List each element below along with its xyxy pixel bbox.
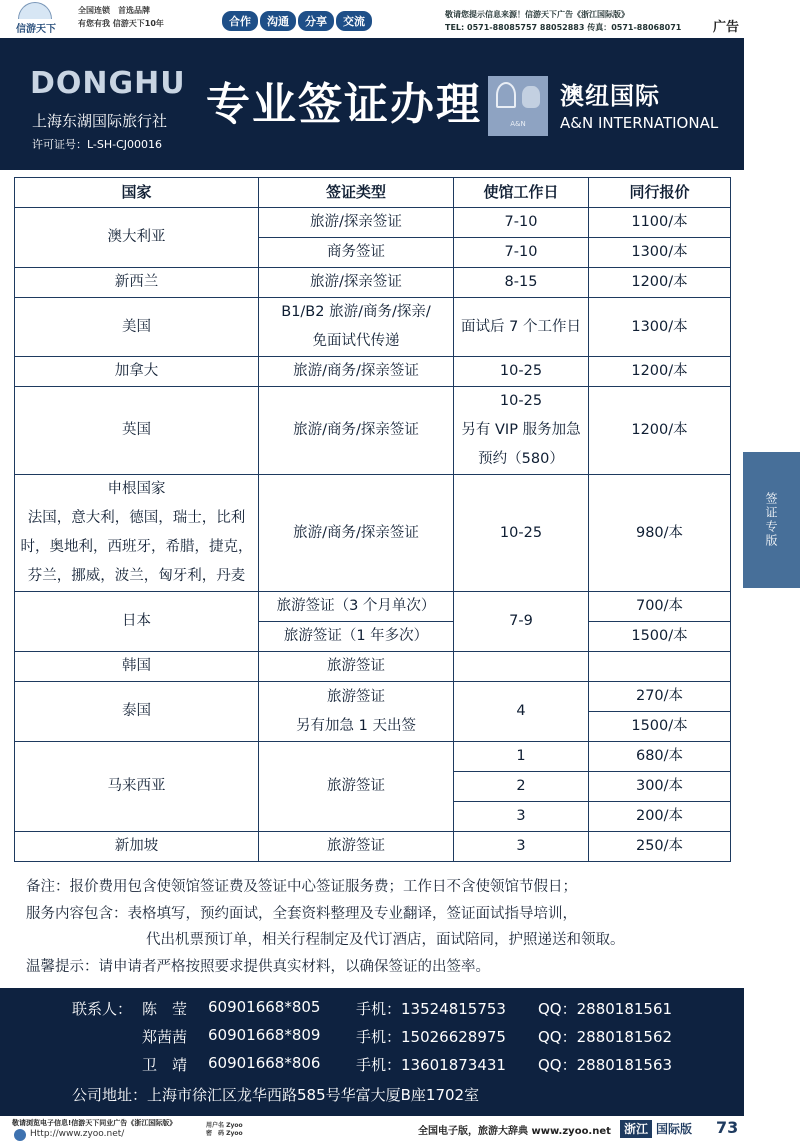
contact-tel: 60901668*805 — [208, 998, 321, 1016]
table-row — [15, 298, 731, 357]
globe-icon — [14, 1129, 26, 1141]
country-cell: 新加坡 — [15, 832, 259, 862]
ad-contact-info — [445, 8, 681, 34]
contact-mobile: 手机：15026628975 — [356, 1028, 506, 1046]
agency-name: 上海东湖国际旅行社 — [32, 112, 168, 130]
note-remarks: 备注：报价费用包含使领馆签证费及签证中心签证服务费；工作日不含使领馆节假日； — [26, 879, 577, 895]
sunrise-icon — [18, 2, 52, 19]
header-visa-type: 签证类型 — [259, 178, 454, 208]
visa-type-cell: 旅游签证 — [259, 652, 454, 682]
contact-tel: 60901668*806 — [208, 1054, 321, 1072]
price-cell: 980/本 — [589, 475, 731, 592]
workdays-cell: 4 — [454, 682, 589, 742]
note-services: 服务内容包含：表格填写，预约面试，全套资料整理及专业翻译，签证面试指导培训， — [26, 905, 577, 922]
table-row — [15, 268, 731, 298]
visa-type-cell: 旅游签证（1 年多次） — [259, 622, 454, 652]
price-cell: 1200/本 — [589, 387, 731, 475]
price-cell: 1100/本 — [589, 208, 731, 238]
visa-type-cell: 旅游签证 — [259, 832, 454, 862]
workdays-line: 另有 VIP 服务加急 — [461, 422, 581, 438]
note-reminder: 温馨提示：请申请者严格按照要求提供真实材料，以确保签证的出签率。 — [26, 958, 490, 975]
source-notice: 敬请您提示信息来源！信游天下广告《浙江国际版》 — [445, 10, 629, 19]
slogan-line-2: 有您有我 信游天下10年 — [78, 19, 164, 28]
contact-name: 郑茜茜 — [142, 1028, 188, 1046]
visa-type-cell: 旅游/探亲签证 — [259, 268, 454, 298]
visa-section-tab — [743, 452, 800, 588]
country-cell: 马来西亚 — [15, 742, 259, 832]
side-tab-label: 签证专版 — [764, 492, 778, 548]
visa-type-line: 旅游签证 — [327, 688, 385, 705]
contact-row — [0, 1026, 744, 1048]
page-number: 73 — [716, 1118, 739, 1137]
country-cell: 日本 — [15, 592, 259, 652]
workdays-cell: 2 — [454, 772, 589, 802]
company-address: 公司地址：上海市徐汇区龙华西路585号华富大厦B座1702室 — [72, 1086, 480, 1104]
table-row — [15, 475, 731, 592]
contact-name: 陈 莹 — [142, 1000, 188, 1018]
workdays-cell: 1 — [454, 742, 589, 772]
price-cell: 700/本 — [589, 592, 731, 622]
header-banner — [0, 38, 744, 170]
workdays-cell: 10-25 — [454, 475, 589, 592]
contact-mobile: 手机：13524815753 — [356, 1000, 506, 1018]
visa-type-cell — [259, 682, 454, 742]
table-row — [15, 592, 731, 622]
edition-label: 国际版 — [656, 1122, 693, 1136]
an-logo-caption: A&N — [510, 120, 526, 128]
country-line: 申根国家 — [107, 481, 166, 497]
country-cell — [15, 475, 259, 592]
country-cell: 加拿大 — [15, 357, 259, 387]
contact-tel: 60901668*809 — [208, 1026, 321, 1044]
header-workdays: 使馆工作日 — [454, 178, 589, 208]
price-cell: 1300/本 — [589, 238, 731, 268]
contact-qq: QQ：2880181561 — [538, 1000, 673, 1018]
figure-icon — [496, 82, 516, 108]
footer-url-link[interactable]: Http://www.zyoo.net/ — [30, 1129, 125, 1139]
price-cell: 1500/本 — [589, 622, 731, 652]
pill-group — [222, 11, 372, 31]
visa-type-cell: 旅游/商务/探亲签证 — [259, 387, 454, 475]
workdays-cell: 7-10 — [454, 238, 589, 268]
visa-type-line: 另有加急 1 天出签 — [296, 717, 416, 734]
price-cell: 250/本 — [589, 832, 731, 862]
partner-name-cn: 澳纽国际 — [560, 82, 660, 110]
contact-row — [0, 1054, 744, 1076]
table-row — [15, 387, 731, 475]
visa-table — [14, 177, 731, 862]
pill-exchange: 交流 — [336, 11, 372, 31]
contact-label: 联系人： — [72, 1000, 133, 1018]
top-banner — [0, 0, 800, 38]
username-text: 用户名 Zyoo — [206, 1122, 243, 1129]
visa-table-container — [14, 177, 730, 862]
visa-type-cell: 旅游/探亲签证 — [259, 208, 454, 238]
price-cell: 1200/本 — [589, 268, 731, 298]
country-line: 芬兰，挪威，波兰，匈牙利，丹麦 — [27, 568, 246, 584]
xinyou-logo — [4, 2, 68, 36]
slogan-line-1: 全国连锁 首选品牌 — [78, 6, 150, 15]
an-logo — [488, 76, 548, 136]
ad-phones: TEL: 0571-88085757 88052883 传真：0571-88068071 — [445, 23, 682, 32]
visa-type-cell — [259, 298, 454, 357]
visa-type-cell: 旅游/商务/探亲签证 — [259, 357, 454, 387]
price-cell: 1300/本 — [589, 298, 731, 357]
price-cell: 680/本 — [589, 742, 731, 772]
workdays-line: 预约（580） — [478, 451, 564, 467]
table-header-row — [15, 178, 731, 208]
license-number: 许可证号：L-SH-CJ00016 — [32, 138, 163, 151]
visa-type-cell: 旅游/商务/探亲签证 — [259, 475, 454, 592]
login-info — [206, 1122, 243, 1138]
workdays-cell — [454, 387, 589, 475]
contact-panel — [0, 988, 744, 1116]
visa-type-cell: 旅游签证 — [259, 742, 454, 832]
price-cell — [589, 652, 731, 682]
notes-section — [26, 874, 726, 980]
table-row — [15, 208, 731, 238]
country-cell: 英国 — [15, 387, 259, 475]
workdays-line: 10-25 — [499, 393, 543, 409]
partner-name-en: A&N INTERNATIONAL — [560, 114, 719, 132]
table-row — [15, 832, 731, 862]
workdays-cell: 10-25 — [454, 357, 589, 387]
note-services-cont: 代出机票预订单，相关行程制定及代订酒店，面试陪同，护照递送和领取。 — [146, 932, 625, 948]
price-cell: 1200/本 — [589, 357, 731, 387]
visa-type-cell: 商务签证 — [259, 238, 454, 268]
price-cell: 270/本 — [589, 682, 731, 712]
country-cell: 美国 — [15, 298, 259, 357]
visa-type-cell: 旅游签证（3 个月单次） — [259, 592, 454, 622]
page-title: 专业签证办理 — [206, 79, 482, 130]
country-cell: 韩国 — [15, 652, 259, 682]
contact-qq: QQ：2880181562 — [538, 1028, 673, 1046]
workdays-cell — [454, 652, 589, 682]
price-cell: 200/本 — [589, 802, 731, 832]
contact-name: 卫 靖 — [142, 1056, 188, 1074]
table-row — [15, 357, 731, 387]
visa-type-line: 免面试代传递 — [312, 333, 400, 349]
slogan — [78, 4, 164, 30]
country-cell: 泰国 — [15, 682, 259, 742]
workdays-cell: 8-15 — [454, 268, 589, 298]
page-footer — [0, 1116, 800, 1143]
workdays-cell: 7-10 — [454, 208, 589, 238]
workdays-cell: 3 — [454, 832, 589, 862]
contact-mobile: 手机：13601873431 — [356, 1056, 506, 1074]
pill-cooperate: 合作 — [222, 11, 258, 31]
country-cell: 新西兰 — [15, 268, 259, 298]
donghu-logo: DONGHU — [30, 66, 186, 101]
workdays-cell: 面试后 7 个工作日 — [454, 298, 589, 357]
price-cell: 300/本 — [589, 772, 731, 802]
ad-label: 广告 — [704, 18, 748, 38]
country-line: 法国，意大利，德国，瑞士，比利 — [27, 510, 246, 526]
header-country: 国家 — [15, 178, 259, 208]
table-row — [15, 652, 731, 682]
contact-row — [0, 998, 744, 1020]
logo-text: 信游天下 — [16, 24, 56, 35]
price-cell: 1500/本 — [589, 712, 731, 742]
footer-slogan: 全国电子版，旅游大辞典 www.zyoo.net — [418, 1126, 611, 1137]
visa-type-line: B1/B2 旅游/商务/探亲/ — [281, 304, 431, 320]
header-price: 同行报价 — [589, 178, 731, 208]
workdays-cell: 3 — [454, 802, 589, 832]
pill-share: 分享 — [298, 11, 334, 31]
workdays-cell: 7-9 — [454, 592, 589, 652]
table-row — [15, 742, 731, 772]
hand-icon — [522, 86, 540, 108]
table-row — [15, 682, 731, 712]
country-line: 时，奥地利，西班牙，希腊，捷克， — [20, 539, 253, 555]
country-cell: 澳大利亚 — [15, 208, 259, 268]
contact-qq: QQ：2880181563 — [538, 1056, 673, 1074]
footer-notice: 敬请浏览电子信息!信游天下同业广告《浙江国际版》 — [12, 1119, 177, 1127]
password-text: 密 码 Zyoo — [206, 1130, 243, 1137]
region-badge: 浙江 — [620, 1120, 652, 1138]
pill-communicate: 沟通 — [260, 11, 296, 31]
